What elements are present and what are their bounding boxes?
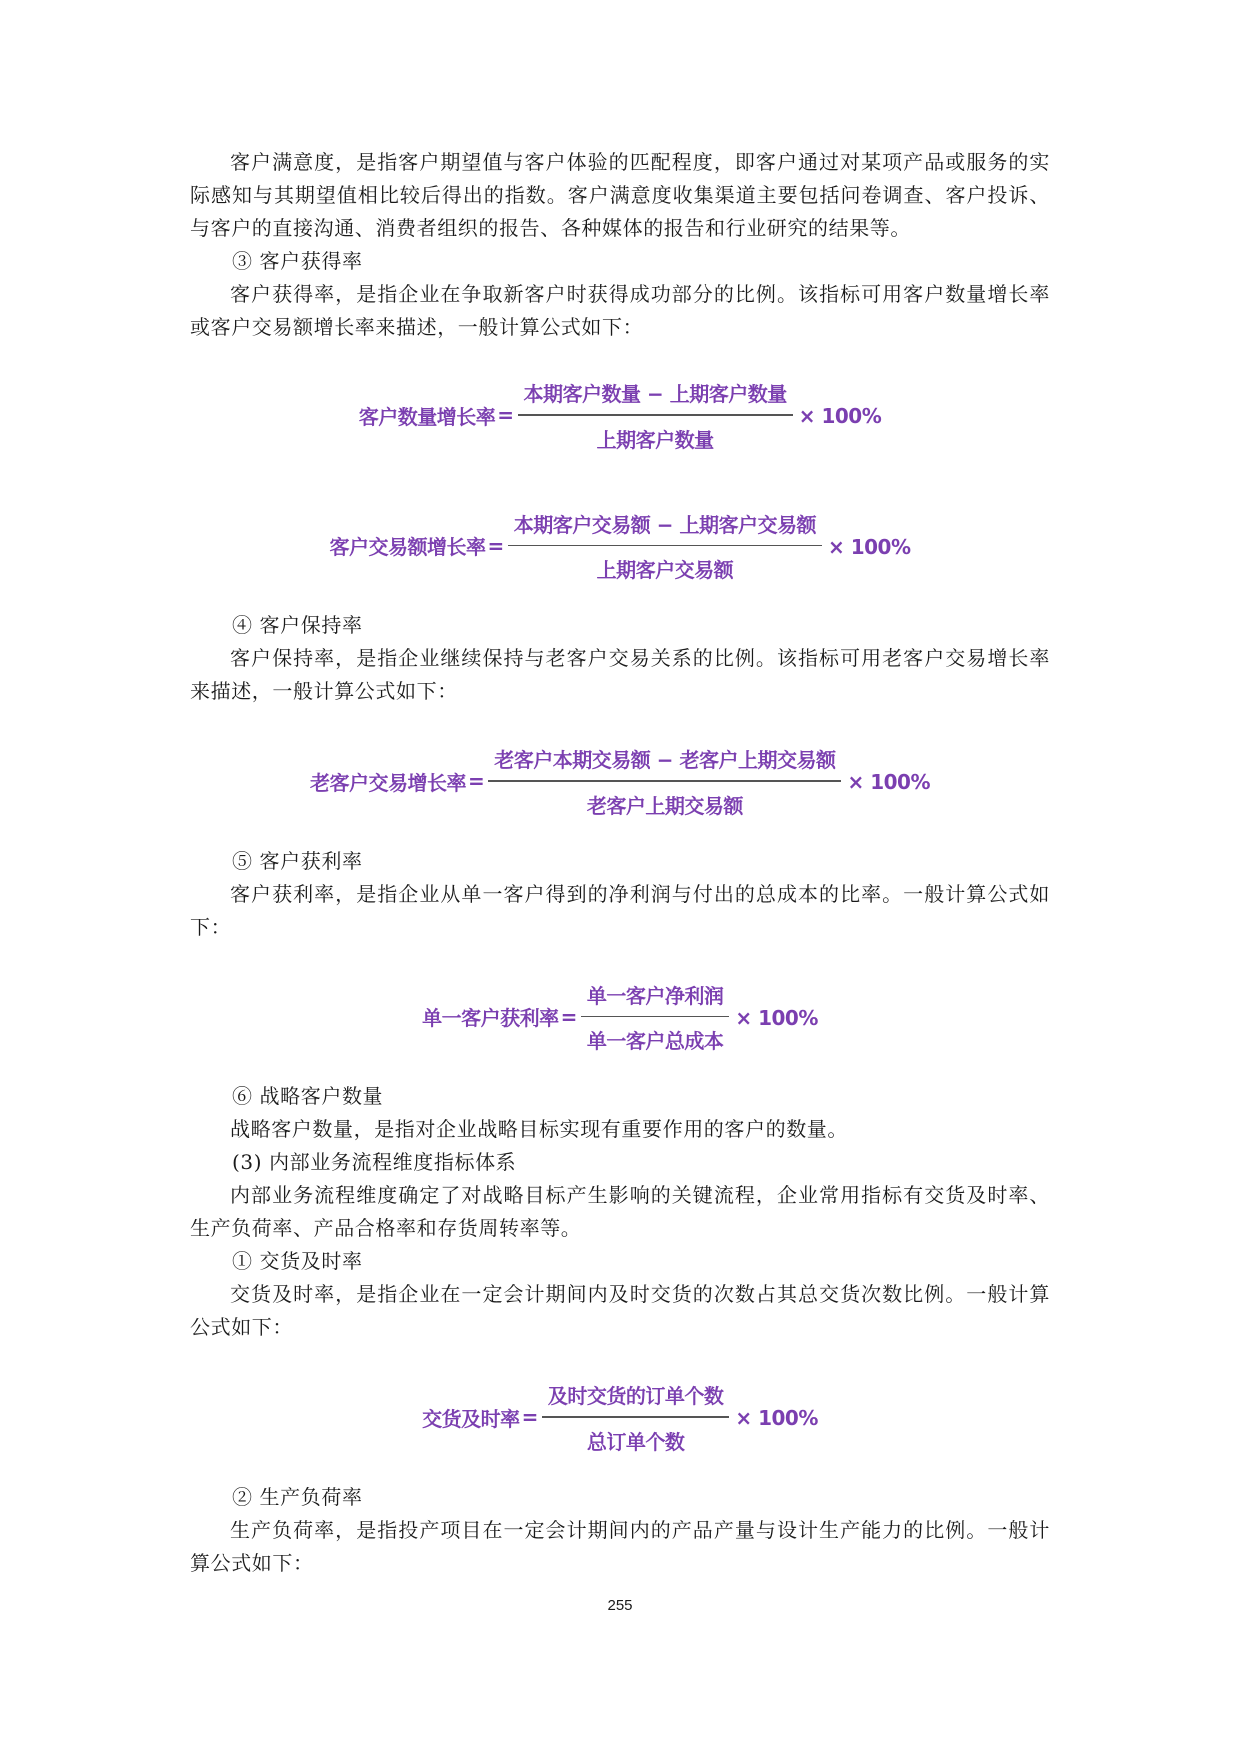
paragraph-customer-retention-rate: 客户保持率，是指企业继续保持与老客户交易关系的比例。该指标可用老客户交易增长率来描述，一般计算公式如下： [190, 646, 1050, 703]
heading-customer-profitability-rate: ⑤ 客户获利率 [232, 848, 363, 873]
formula-denominator: 上期客户交易额 [596, 558, 734, 582]
formula-multiplier: × 100% [847, 770, 930, 795]
formula-numerator: 本期客户数量 − 上期客户数量 [523, 382, 787, 406]
formula-on-time-delivery-rate [190, 1380, 1050, 1455]
formula-fraction [518, 378, 793, 453]
fraction-bar [488, 780, 841, 782]
formula-customer-count-growth [190, 378, 1050, 453]
formula-denominator: 老客户上期交易额 [586, 793, 743, 818]
fraction-bar [518, 414, 793, 416]
formula-numerator: 单一客户净利润 [586, 983, 724, 1008]
formula-fraction [542, 1380, 730, 1455]
paragraph-production-load-rate: 生产负荷率，是指投产项目在一定会计期间内的产品产量与设计生产能力的比例。一般计算公式如下： [190, 1517, 1050, 1575]
formula-equals: = [487, 533, 504, 558]
formula-numerator: 及时交货的订单个数 [547, 1384, 724, 1408]
paragraph-internal-process-dimension: 内部业务流程维度确定了对战略目标产生影响的关键流程，企业常用指标有交货及时率、生产负荷率、产品合格率和存货周转率等。 [190, 1183, 1050, 1240]
heading-internal-process-dimension: (3) 内部业务流程维度指标体系 [232, 1150, 517, 1174]
formula-equals: = [497, 403, 514, 428]
formula-denominator: 单一客户总成本 [586, 1029, 724, 1053]
formula-fraction [581, 980, 730, 1055]
formula-lhs: 客户交易额增长率 [329, 535, 486, 560]
formula-lhs: 老客户交易增长率 [310, 770, 467, 795]
formula-lhs: 客户数量增长率 [358, 404, 496, 429]
formula-multiplier: × 100% [735, 1005, 818, 1030]
formula-customer-transaction-growth [190, 509, 1050, 584]
formula-old-customer-transaction-growth [190, 744, 1050, 819]
formula-single-customer-profitability [190, 980, 1050, 1055]
paragraph-customer-profitability-rate: 客户获利率，是指企业从单一客户得到的净利润与付出的总成本的比率。一般计算公式如下： [190, 881, 1050, 939]
formula-denominator: 总订单个数 [586, 1429, 685, 1454]
heading-strategic-customer-count: ⑥ 战略客户数量 [232, 1084, 384, 1108]
formula-multiplier: × 100% [798, 404, 882, 429]
formula-lhs: 交货及时率 [422, 1406, 520, 1431]
formula-numerator: 老客户本期交易额 − 老客户上期交易额 [494, 748, 836, 772]
formula-numerator: 本期客户交易额 − 上期客户交易额 [513, 512, 816, 537]
paragraph-strategic-customer-count: 战略客户数量，是指对企业战略目标实现有重要作用的客户的数量。 [230, 1117, 848, 1141]
formula-denominator: 上期客户数量 [596, 427, 714, 452]
formula-equals: = [521, 1405, 538, 1430]
heading-customer-acquisition-rate: ③ 客户获得率 [232, 249, 363, 273]
formula-equals: = [468, 769, 485, 794]
page-content [190, 146, 1050, 1580]
heading-customer-retention-rate: ④ 客户保持率 [232, 613, 363, 637]
heading-on-time-delivery-rate: ① 交货及时率 [232, 1249, 363, 1273]
paragraph-on-time-delivery-rate: 交货及时率，是指企业在一定会计期间内及时交货的次数占其总交货次数比例。一般计算公式如下： [190, 1282, 1050, 1339]
heading-production-load-rate: ② 生产负荷率 [232, 1484, 363, 1509]
formula-lhs: 单一客户获利率 [422, 1006, 559, 1031]
fraction-bar [542, 1416, 730, 1418]
paragraph-customer-acquisition-rate: 客户获得率，是指企业在争取新客户时获得成功部分的比例。该指标可用客户数量增长率或客户交易额增长率来描述，一般计算公式如下： [190, 282, 1050, 339]
formula-equals: = [560, 1004, 577, 1029]
paragraph-customer-satisfaction: 客户满意度，是指客户期望值与客户体验的匹配程度，即客户通过对某项产品或服务的实际感知与其期望值相比较后得出的指数。客户满意度收集渠道主要包括问卷调查、客户投诉、与客户的直接沟通、消费者组织的报告、各种媒体的报告和行业研究的结果等。 [190, 150, 1050, 240]
formula-fraction [488, 744, 841, 819]
formula-multiplier: × 100% [735, 1406, 818, 1431]
formula-multiplier: × 100% [827, 534, 911, 559]
fraction-bar [508, 545, 822, 547]
page-number: 255 [607, 1597, 633, 1614]
fraction-bar [581, 1016, 730, 1018]
formula-fraction [508, 509, 822, 584]
